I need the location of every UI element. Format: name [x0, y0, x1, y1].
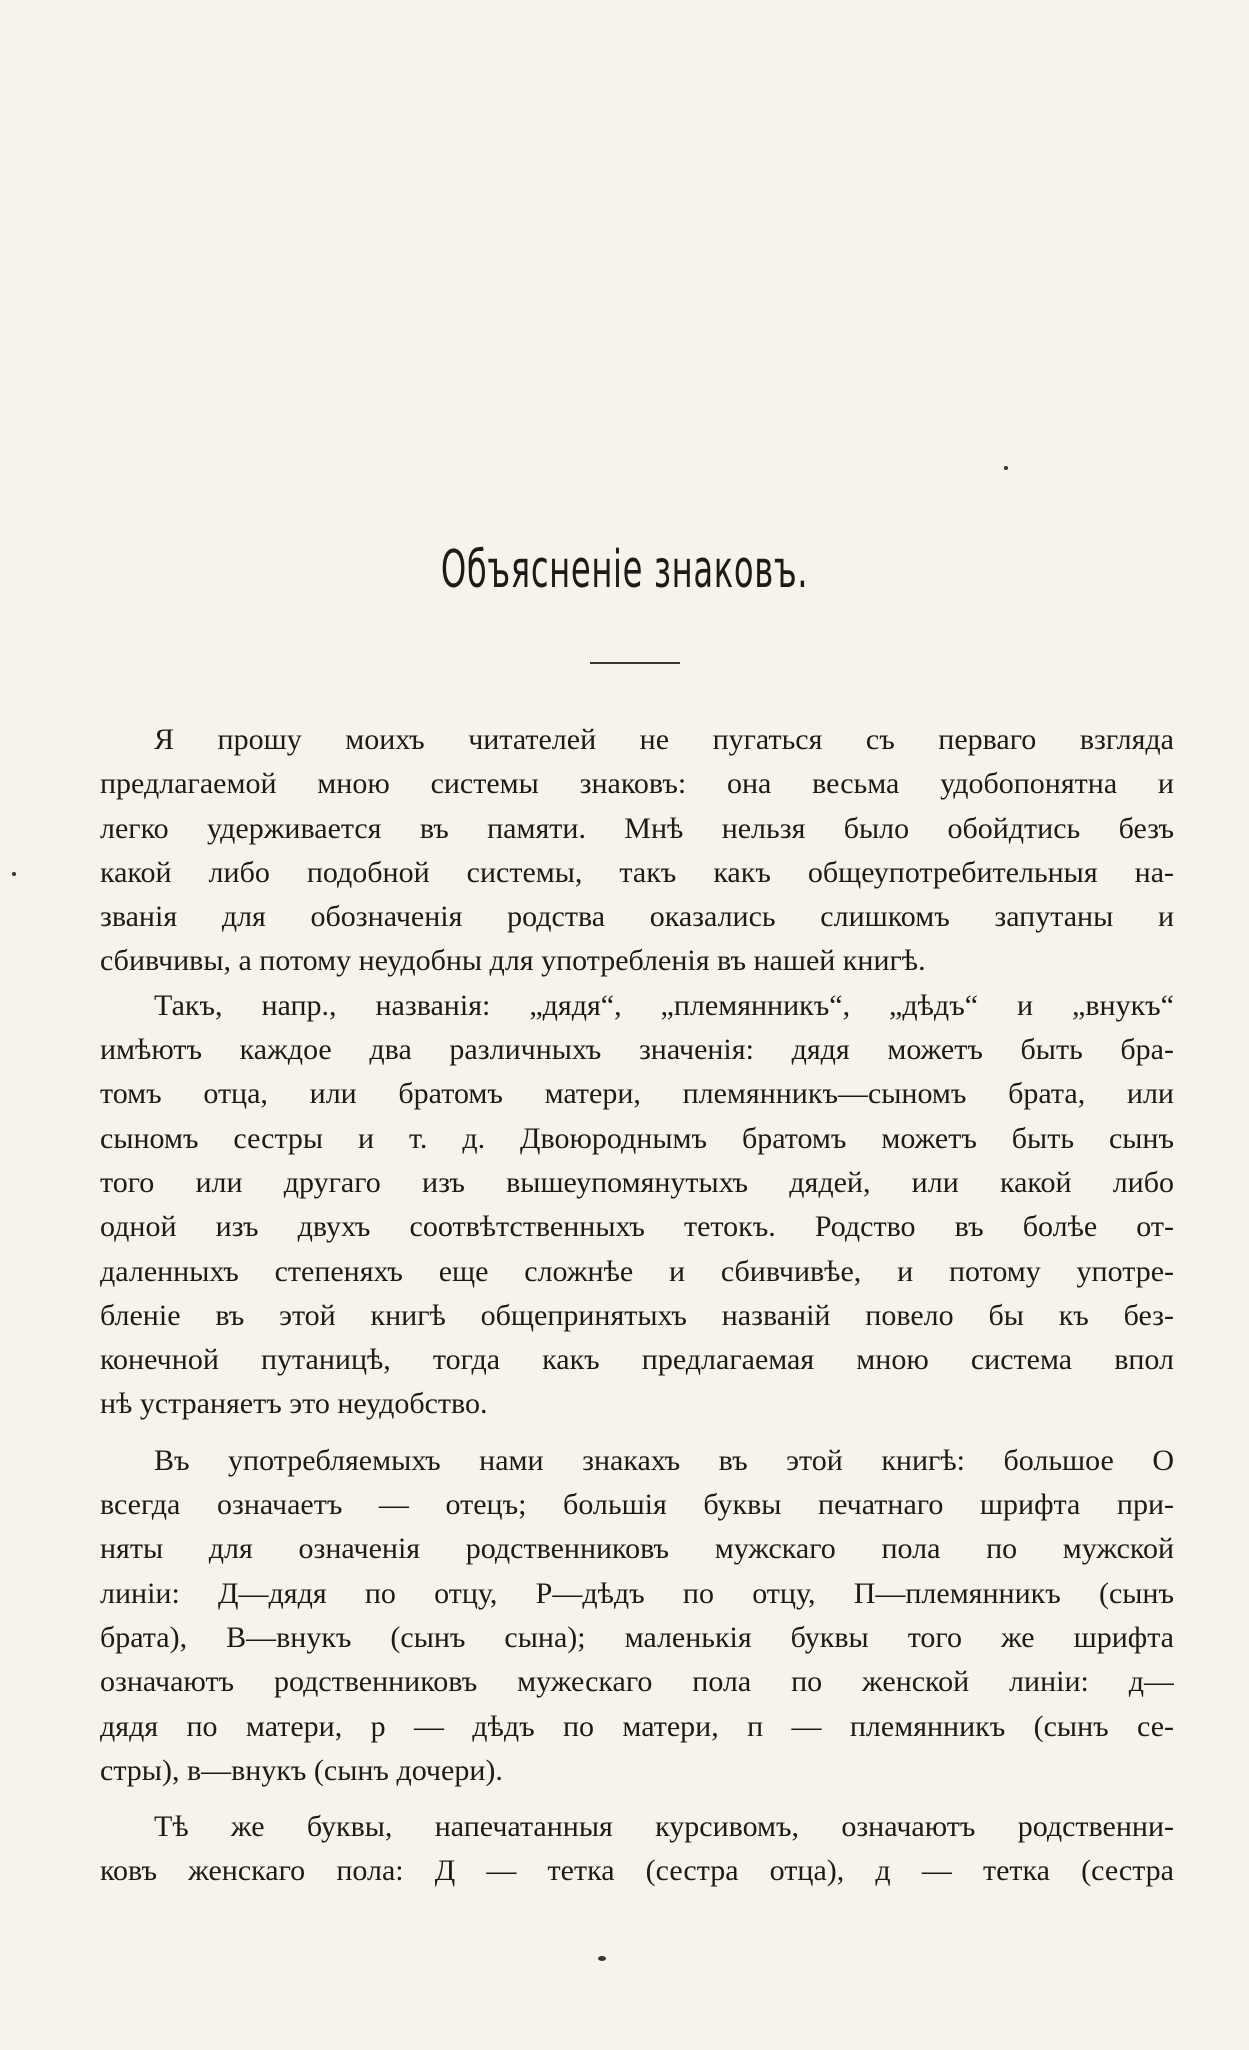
- body-text: [100, 718, 1174, 1906]
- paragraph-4: [100, 1805, 1174, 1894]
- text-line: линіи: Д—дядя по отцу, Р—дѣдъ по отцу, П—племянникъ (сынъ: [100, 1576, 1174, 1610]
- text-line: того или другаго изъ вышеупомянутыхъ дядей, или какой либо: [100, 1165, 1174, 1199]
- text-line: няты для означенія родственниковъ мужскаго пола по мужской: [100, 1532, 1174, 1566]
- text-line: Въ употребляемыхъ нами знакахъ въ этой книгѣ: большое О: [154, 1443, 1174, 1477]
- text-line: одной изъ двухъ соотвѣтственныхъ тетокъ. Родство въ болѣе от-: [100, 1210, 1174, 1244]
- text-line: Я прошу моихъ читателей не пугаться съ перваго взгляда: [154, 723, 1174, 756]
- text-line: сбивчивы, а потому неудобны для употребленія въ нашей книгѣ.: [100, 944, 926, 978]
- text-line: имѣютъ каждое два различныхъ значенія: дядя можетъ быть бра-: [100, 1033, 1174, 1067]
- text-line: конечной путаницѣ, тогда какъ предлагаемая мною система впол: [100, 1343, 1174, 1377]
- page-title: Объясненіе знаковъ.: [440, 540, 809, 600]
- text-line: легко удерживается въ памяти. Мнѣ нельзя было обойдтись безъ: [100, 811, 1174, 845]
- paper-speck: [12, 872, 16, 876]
- paper-speck: [598, 1956, 606, 1961]
- text-line: всегда означаетъ — отецъ; большія буквы печатнаго шрифта при-: [100, 1488, 1174, 1522]
- text-line: бленіе въ этой книгѣ общепринятыхъ названій повело бы къ без-: [100, 1298, 1174, 1332]
- text-line: какой либо подобной системы, такъ какъ общеупотребительныя на-: [100, 855, 1174, 889]
- text-line: означаютъ родственниковъ мужескаго пола по женской линіи: д—: [100, 1665, 1174, 1699]
- text-line: дядя по матери, р — дѣдъ по матери, п — племянникъ (сынъ се-: [100, 1709, 1174, 1743]
- text-line: сыномъ сестры и т. д. Двоюроднымъ братомъ можетъ быть сынъ: [100, 1121, 1174, 1155]
- paragraph-2: [100, 984, 1174, 1427]
- text-line: Такъ, напр., названія: „дядя“, „племянникъ“, „дѣдъ“ и „внукъ“: [154, 988, 1174, 1022]
- text-line: даленныхъ степеняхъ еще сложнѣе и сбивчивѣе, и потому употре-: [100, 1254, 1174, 1288]
- text-line: Тѣ же буквы, напечатанныя курсивомъ, означаютъ родственни-: [154, 1810, 1174, 1844]
- text-line: нѣ устраняетъ это неудобство.: [100, 1387, 488, 1421]
- paragraph-1: [100, 718, 1174, 984]
- paper-speck: [1004, 466, 1008, 470]
- text-line: ковъ женскаго пола: Д — тетка (сестра отца), д — тетка (сестра: [100, 1854, 1174, 1888]
- text-line: томъ отца, или братомъ матери, племянникъ—сыномъ брата, или: [100, 1077, 1174, 1111]
- text-line: стры), в—внукъ (сынъ дочери).: [100, 1753, 503, 1787]
- text-line: званія для обозначенія родства оказались слишкомъ запутаны и: [100, 900, 1174, 934]
- text-line: предлагаемой мною системы знаковъ: она весьма удобопонятна и: [100, 767, 1174, 801]
- paragraph-3: [100, 1439, 1174, 1793]
- title-divider: [590, 662, 680, 664]
- text-line: брата), В—внукъ (сынъ сына); маленькія буквы того же шрифта: [100, 1620, 1174, 1654]
